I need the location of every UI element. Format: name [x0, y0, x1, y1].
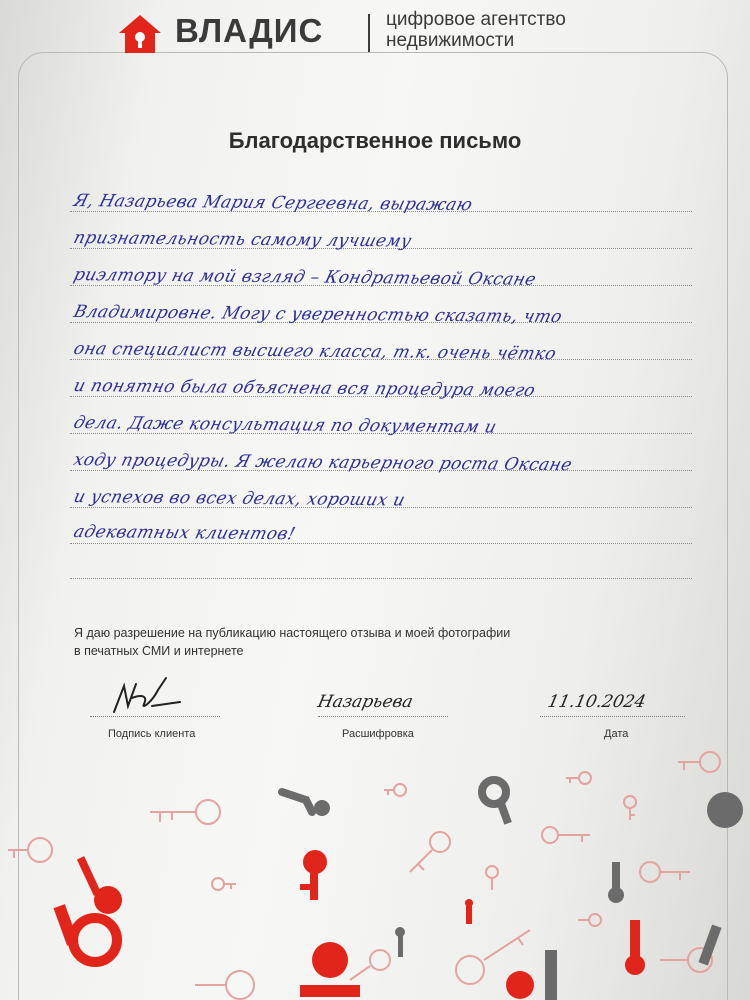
signature-caption: Подпись клиента	[108, 728, 196, 740]
outline-key-icon	[150, 800, 220, 824]
letter-line: адекватных клиентов!	[71, 522, 298, 545]
red-key-icon	[625, 920, 645, 975]
gray-key-icon	[482, 780, 512, 825]
letter-line: дела. Даже консультация по документам и	[71, 413, 499, 438]
outline-key-icon	[350, 950, 390, 980]
gray-key-icon	[282, 792, 330, 816]
outline-key-icon	[384, 784, 406, 796]
red-key-icon	[465, 899, 473, 924]
gray-key-icon	[698, 924, 721, 965]
outline-key-icon	[678, 752, 720, 772]
outline-key-icon	[195, 971, 254, 999]
letter-line: Я, Назарьева Мария Сергеевна, выражаю	[71, 191, 475, 216]
date-handwriting: 11.10.2024	[545, 692, 648, 712]
consent-line-2: в печатных СМИ и интернете	[74, 644, 244, 658]
tagline-line-2: недвижимости	[386, 30, 515, 51]
date-caption: Дата	[604, 728, 629, 740]
letter-line: она специалист высшего класса, т.к. очень чётко	[71, 339, 559, 365]
letter-line: риэлтору на мой взгляд – Кондратьевой Оксане	[71, 265, 539, 290]
letter-line: ходу процедуры. Я желаю карьерного роста Оксане	[71, 450, 575, 476]
outline-key-icon	[624, 796, 636, 820]
gray-key-icon	[608, 862, 624, 903]
red-key-icon	[506, 971, 534, 999]
outline-key-icon	[212, 878, 236, 890]
tagline-line-1: цифровое агентство	[386, 9, 566, 30]
outline-key-icon	[566, 772, 591, 784]
letter-line: признательность самому лучшему	[71, 228, 414, 252]
letter-line: и понятно была объяснена вся процедура моего	[71, 376, 538, 401]
gray-key-icon	[707, 792, 743, 828]
gray-key-icon	[545, 950, 557, 1000]
red-key-icon	[300, 850, 327, 900]
red-key-icon	[300, 942, 360, 997]
outline-key-icon	[578, 914, 601, 926]
page-title: Благодарственное письмо	[228, 128, 522, 153]
outline-key-icon	[542, 827, 590, 843]
consent-line-1: Я даю разрешение на публикацию настоящего отзыва и моей фотографии	[74, 626, 511, 640]
letter-line: Владимировне. Могу с уверенностью сказать, что	[71, 302, 565, 328]
transcript-caption: Расшифровка	[342, 728, 414, 740]
letter-line: и успехов во всех делах, хороших и	[71, 487, 408, 511]
outline-key-icon	[486, 866, 498, 890]
outline-key-icon	[8, 838, 52, 862]
red-key-icon	[77, 856, 122, 914]
outline-key-icon	[410, 832, 450, 872]
outline-key-icon	[640, 862, 690, 882]
brand-name: ВЛАДИС	[175, 12, 324, 49]
transcript-handwriting: Назарьева	[315, 692, 415, 712]
gray-key-icon	[395, 927, 405, 957]
